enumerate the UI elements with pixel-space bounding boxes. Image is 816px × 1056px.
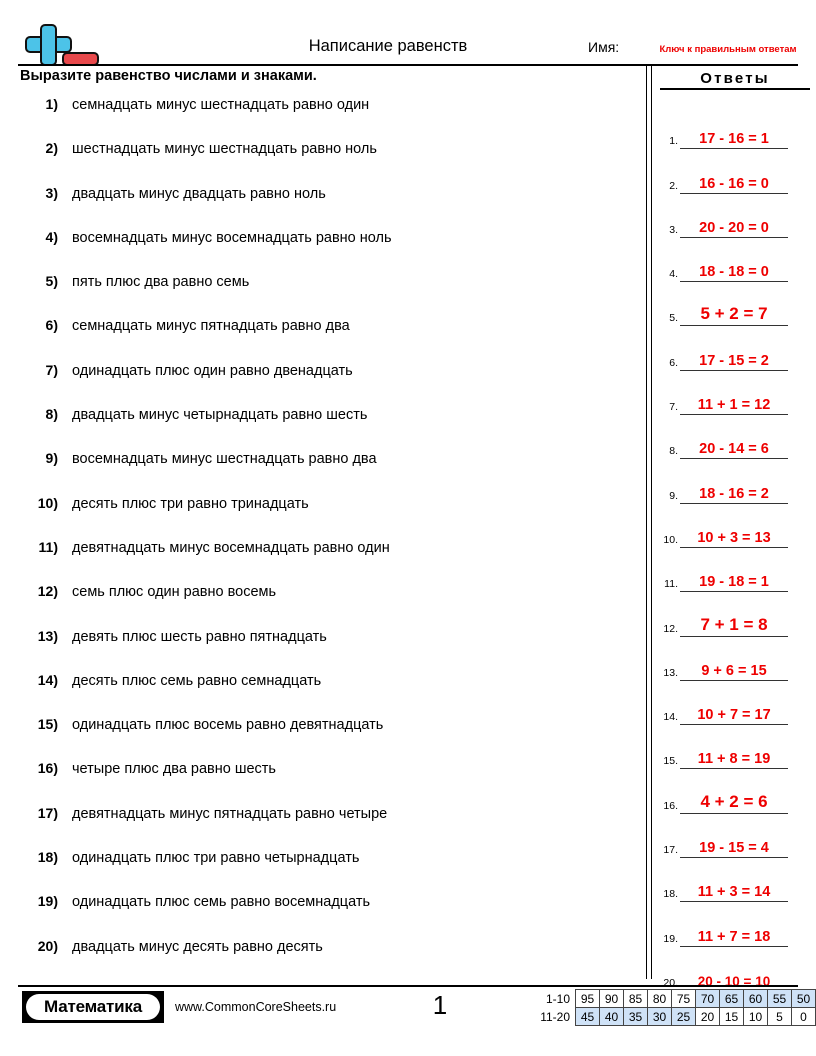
question-number: 7) (45, 361, 58, 378)
answer-key-badge: Ключ к правильным ответам (659, 44, 797, 55)
answer-number: 16. (663, 799, 678, 812)
answer-row (656, 865, 808, 909)
answer-value: 16 - 16 = 0 (699, 175, 769, 192)
answer-value: 5 + 2 = 7 (700, 304, 768, 324)
answer-write-line[interactable] (680, 900, 788, 902)
answer-number: 1. (669, 135, 678, 148)
question-row (18, 229, 628, 273)
question-row (18, 96, 628, 140)
answer-write-line[interactable] (680, 502, 788, 504)
question-text: двадцать минус десять равно десять (72, 938, 323, 955)
answer-number: 14. (663, 711, 678, 724)
question-number: 1) (45, 96, 58, 112)
answer-number: 3. (669, 223, 678, 236)
question-row (18, 805, 628, 849)
question-row (18, 450, 628, 494)
answer-number: 15. (663, 755, 678, 768)
score-cell: 85 (624, 990, 648, 1008)
answer-row (656, 245, 808, 289)
answer-number: 7. (669, 401, 678, 414)
score-cell: 20 (696, 1008, 720, 1026)
column-divider (646, 64, 652, 979)
question-text: семнадцать минус шестнадцать равно один (72, 97, 370, 113)
plus-center-fill (42, 38, 55, 51)
question-number: 17) (37, 804, 58, 821)
instructions-text: Выразите равенство числами и знаками. (20, 68, 317, 84)
page-number: 1 (432, 990, 448, 1020)
answer-value: 10 + 7 = 17 (697, 707, 771, 724)
question-text: семнадцать минус пятнадцать равно два (72, 318, 350, 335)
question-row (18, 716, 628, 760)
question-row (18, 672, 628, 716)
question-row (18, 317, 628, 361)
score-cell: 45 (576, 1008, 600, 1026)
answer-write-line[interactable] (680, 767, 788, 769)
answer-write-line[interactable] (680, 324, 788, 326)
question-row (18, 406, 628, 450)
question-text: семь плюс один равно восемь (72, 584, 277, 601)
answer-write-line[interactable] (680, 856, 788, 858)
question-text: десять плюс три равно тринадцать (72, 495, 309, 512)
answer-row (656, 201, 808, 245)
answer-write-line[interactable] (680, 635, 788, 637)
score-cell: 40 (600, 1008, 624, 1026)
site-url: www.CommonCoreSheets.ru (175, 1000, 337, 1014)
answer-row (656, 333, 808, 377)
question-text: девять плюс шесть равно пятнадцать (72, 628, 327, 645)
question-row (18, 893, 628, 937)
answer-value: 11 + 8 = 19 (697, 751, 771, 768)
header-divider-rule (18, 64, 798, 66)
answer-row (656, 732, 808, 776)
answer-row (656, 688, 808, 732)
question-number: 4) (45, 228, 58, 245)
question-number: 13) (37, 627, 58, 644)
brand-logo (22, 991, 164, 1023)
score-table-body (530, 990, 816, 1026)
question-text: десять плюс семь равно семнадцать (72, 672, 322, 689)
question-text: одинадцать плюс семь равно восемнадцать (72, 894, 371, 911)
answer-write-line[interactable] (680, 147, 788, 149)
question-text: восемнадцать минус шестнадцать равно два (72, 451, 377, 468)
answer-row (656, 909, 808, 953)
score-cell: 90 (600, 990, 624, 1008)
answers-heading: Ответы (660, 70, 810, 90)
answer-value: 18 - 18 = 0 (699, 264, 769, 281)
answer-write-line[interactable] (680, 192, 788, 194)
answer-value: 17 - 15 = 2 (699, 352, 769, 369)
name-field-label: Имя: (588, 39, 620, 55)
question-number: 6) (45, 317, 58, 334)
question-number: 2) (45, 140, 58, 157)
score-row-label: 1-10 (545, 991, 570, 1006)
answer-value: 19 - 15 = 4 (699, 840, 769, 857)
score-cell: 30 (648, 1008, 672, 1026)
question-row (18, 140, 628, 184)
score-row-label: 11-20 (540, 1009, 570, 1024)
answer-row (656, 378, 808, 422)
question-row (18, 273, 628, 317)
question-number: 20) (37, 937, 58, 954)
question-number: 5) (45, 273, 58, 290)
answer-value: 20 - 10 = 10 (697, 973, 771, 989)
answer-write-line[interactable] (680, 590, 788, 592)
answer-value: 17 - 16 = 1 (699, 131, 769, 148)
answer-write-line[interactable] (680, 812, 788, 814)
question-text: двадцать минус двадцать равно ноль (72, 185, 326, 202)
answer-value: 18 - 16 = 2 (699, 485, 769, 502)
question-number: 3) (45, 184, 58, 201)
score-cell: 25 (672, 1008, 696, 1026)
score-cell: 55 (768, 990, 792, 1008)
score-cell: 5 (768, 1008, 792, 1026)
answer-number: 8. (669, 445, 678, 458)
answer-value: 4 + 2 = 6 (700, 791, 768, 811)
answer-row (656, 156, 808, 200)
answer-number: 9. (669, 489, 678, 502)
answer-row (656, 644, 808, 688)
answer-row (656, 776, 808, 820)
footer-divider-rule (18, 985, 798, 987)
question-number: 18) (37, 849, 58, 866)
score-table-row (530, 1008, 816, 1026)
score-cell: 0 (792, 1008, 816, 1026)
answer-number: 2. (669, 179, 678, 192)
answer-value: 11 + 1 = 12 (697, 397, 771, 414)
question-number: 12) (37, 583, 58, 600)
answer-row (656, 112, 808, 156)
answer-row (656, 821, 808, 865)
score-cell: 80 (648, 990, 672, 1008)
question-list (18, 96, 628, 982)
answer-number: 19. (663, 932, 678, 945)
answer-write-line[interactable] (680, 369, 788, 371)
question-row (18, 362, 628, 406)
question-text: одинадцать плюс один равно двенадцать (72, 362, 353, 379)
question-number: 14) (37, 671, 58, 688)
question-text: девятнадцать минус пятнадцать равно четыре (72, 805, 388, 822)
answer-value: 7 + 1 = 8 (700, 614, 768, 634)
question-text: двадцать минус четырнадцать равно шесть (72, 407, 368, 424)
answer-write-line[interactable] (680, 280, 788, 282)
question-row (18, 628, 628, 672)
answer-write-line[interactable] (680, 679, 788, 681)
answer-row (656, 555, 808, 599)
question-number: 8) (45, 406, 58, 423)
answer-write-line[interactable] (680, 945, 788, 947)
score-cell: 50 (792, 990, 816, 1008)
answer-value: 9 + 6 = 15 (701, 662, 767, 679)
question-row (18, 185, 628, 229)
page-header (18, 20, 798, 68)
plus-minus-icon (20, 24, 92, 68)
answer-write-line[interactable] (680, 457, 788, 459)
question-text: одинадцать плюс три равно четырнадцать (72, 850, 360, 867)
answer-value: 20 - 20 = 0 (699, 219, 769, 236)
answer-row (656, 422, 808, 466)
score-table (530, 989, 816, 1026)
question-number: 10) (37, 494, 58, 511)
answer-write-line[interactable] (680, 236, 788, 238)
question-row (18, 495, 628, 539)
score-cell: 65 (720, 990, 744, 1008)
answer-number: 18. (663, 888, 678, 901)
brand-label: Математика (44, 997, 142, 1016)
answer-value: 10 + 3 = 13 (697, 529, 771, 546)
answer-number: 17. (663, 844, 678, 857)
question-number: 15) (37, 716, 58, 733)
answer-number: 20. (663, 976, 678, 989)
question-text: четыре плюс два равно шесть (72, 761, 276, 778)
answer-number: 11. (664, 578, 678, 591)
answer-value: 11 + 3 = 14 (697, 884, 771, 901)
question-text: девятнадцать минус восемнадцать равно один (72, 539, 390, 556)
score-cell: 75 (672, 990, 696, 1008)
answer-number: 13. (663, 666, 678, 679)
question-number: 9) (45, 450, 58, 467)
answer-list (656, 112, 808, 998)
question-number: 11) (38, 538, 58, 555)
question-row (18, 938, 628, 982)
answer-number: 12. (663, 622, 678, 635)
score-cell: 15 (720, 1008, 744, 1026)
answer-number: 6. (669, 356, 678, 369)
score-cell: 95 (576, 990, 600, 1008)
answer-value: 20 - 14 = 6 (699, 441, 769, 458)
question-text: одинадцать плюс восемь равно девятнадцать (72, 717, 384, 734)
answer-number: 4. (669, 268, 678, 281)
question-row (18, 760, 628, 804)
answer-row (656, 511, 808, 555)
answer-number: 5. (669, 312, 678, 325)
question-row (18, 539, 628, 583)
answer-number: 10. (663, 533, 678, 546)
answer-write-line[interactable] (680, 723, 788, 725)
score-cell: 70 (696, 990, 720, 1008)
score-cell: 10 (744, 1008, 768, 1026)
question-text: шестнадцать минус шестнадцать равно ноль (72, 141, 377, 158)
answer-row (656, 289, 808, 333)
answer-row (656, 599, 808, 643)
page-title: Написание равенств (308, 37, 468, 55)
score-table-row (530, 990, 816, 1008)
answer-value: 19 - 18 = 1 (699, 574, 769, 591)
answer-write-line[interactable] (680, 546, 788, 548)
question-text: пять плюс два равно семь (72, 274, 250, 291)
answer-write-line[interactable] (680, 413, 788, 415)
score-cell: 60 (744, 990, 768, 1008)
answer-row (656, 466, 808, 510)
question-row (18, 583, 628, 627)
brand-pill (26, 994, 160, 1020)
question-text: восемнадцать минус восемнадцать равно ноль (72, 229, 392, 246)
answer-value: 11 + 7 = 18 (697, 928, 771, 945)
question-number: 19) (37, 893, 58, 910)
question-row (18, 849, 628, 893)
score-cell: 35 (624, 1008, 648, 1026)
question-number: 16) (37, 760, 58, 777)
